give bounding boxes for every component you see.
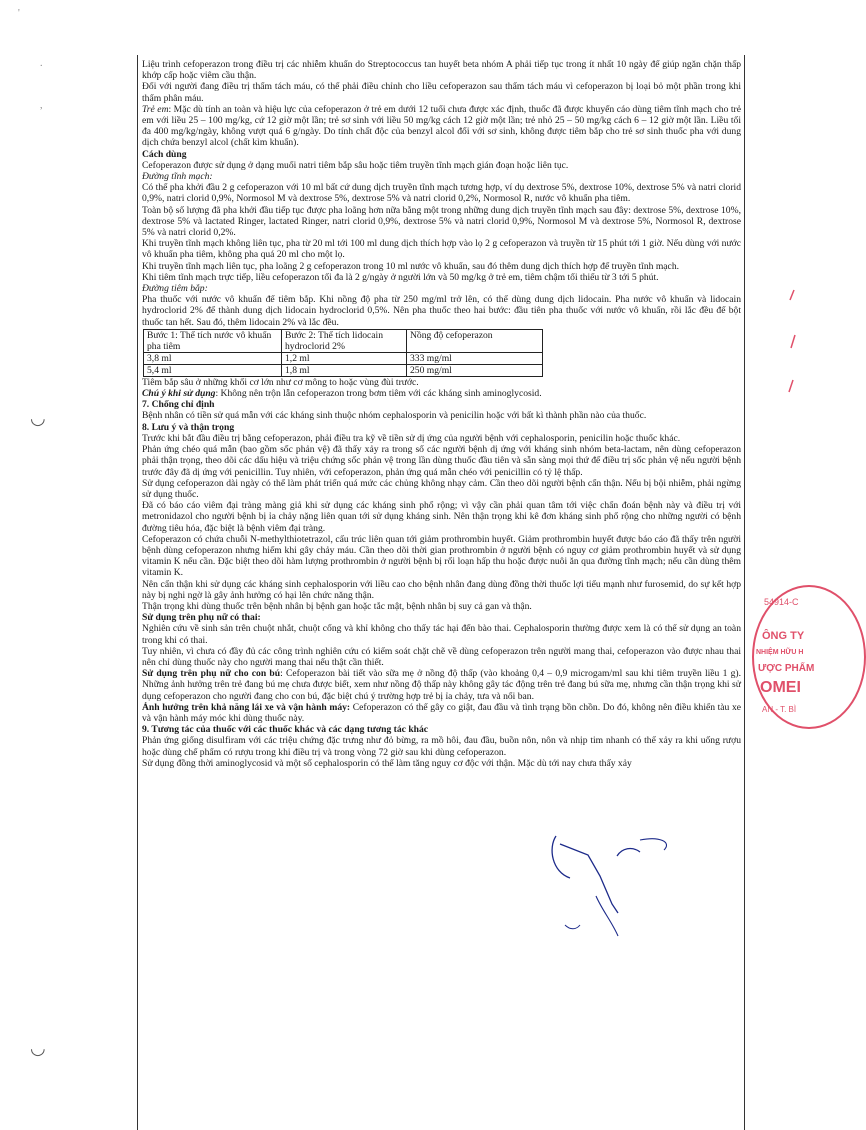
driving-label: Ảnh hưởng trên khả năng lái xe và vận hành máy:	[142, 701, 351, 713]
im-after: Tiêm bắp sâu ở những khối cơ lớn như cơ mông to hoặc vùng đùi trước.	[142, 376, 419, 388]
margin-hole-mark: ◡	[30, 408, 46, 429]
section-9-heading: 9. Tương tác của thuốc với các thuốc khác và các dạng tương tác khác	[142, 724, 429, 736]
pregnancy-heading: Sử dụng trên phụ nữ có thai:	[142, 612, 261, 624]
im-heading: Đường tiêm bắp:	[142, 283, 208, 295]
scan-speck: '	[18, 8, 20, 19]
im-paragraph: Pha thuốc với nước vô khuẩn để tiêm bắp. Khi nồng độ pha từ 250 mg/ml trở lên, có thể dùng dung dịch lidocain. Pha nước vô khuẩn và lidocain hydroclorid 2% để thành dung dịch lidocain hydroclorid 0,5%. Nên pha thuốc theo hai bước: đầu tiên pha thuốc với nước vô khuẩn, rồi lắc đều để bột thuốc tan hết. Sau đó, thêm lidocain 2% và lắc đều.	[142, 294, 741, 328]
driving-text: Cefoperazon có thể gây co giật, đau đầu và tình trạng bồn chồn. Do đó, không nên điều khiển tàu xe và vận hành máy móc khi dùng thuốc này.	[142, 701, 741, 724]
intro-paragraph: Liệu trình cefoperazon trong điều trị các nhiễm khuẩn do Streptococcus tan huyết beta nhóm A phải tiếp tục trong ít nhất 10 ngày để giúp ngăn chặn thấp khớp cấp hoặc viêm cầu thận.	[142, 59, 741, 82]
section-8-paragraph: Thận trọng khi dùng thuốc trên bệnh nhân bị bệnh gan hoặc tắc mật, bệnh nhân bị suy cả gan và thận.	[142, 600, 532, 612]
scan-speck: .	[40, 58, 43, 69]
table-header-cell: Bước 2: Thể tích lidocain hydroclorid 2%	[282, 329, 407, 352]
stamp-line: OMEI	[760, 679, 801, 696]
table-header-cell: Nồng độ cefoperazon	[407, 329, 543, 352]
section-8-paragraph: Sử dụng cefoperazon dài ngày có thể làm phát triển quá mức các chủng không nhạy cảm. Cần theo dõi người bệnh cẩn thận. Nếu bị bội nhiễm, phải ngừng sử dụng thuốc.	[142, 477, 741, 500]
usage-intro: Cefoperazon được sử dụng ở dạng muối natri tiêm bắp sâu hoặc tiêm truyền tĩnh mạch gián đoạn hoặc liên tục.	[142, 159, 569, 171]
iv-paragraph: Khi truyền tĩnh mạch không liên tục, pha từ 20 ml tới 100 ml dung dịch thích hợp vào lọ 2 g cefoperazon và truyền từ 15 phút tới 1 giờ. Nếu dùng với nước vô khuẩn pha tiêm, không pha quá 20 ml cho một lọ.	[142, 238, 741, 261]
stamp-edge-mark	[789, 290, 795, 392]
lactation-label: Sử dụng trên phụ nữ cho con bú	[142, 668, 281, 680]
pregnancy-paragraph: Nghiên cứu về sinh sản trên chuột nhắt, chuột cống và khỉ không cho thấy tác hại đến bào thai. Cephalosporin thường được xem là có thể sử dụng an toàn trong khi có thai.	[142, 623, 741, 646]
lactation-text: : Cefoperazon bài tiết vào sữa mẹ ở nồng độ thấp (vào khoảng 0,4 – 0,9 microgam/ml sau khi tiêm truyền liều 1 g). Những ảnh hưởng trên trẻ đang bú mẹ chưa được biết, xem như nồng độ thấp này không gây tác động trên trẻ đang bú sữa mẹ, nhưng cần thận trọng khi sử dụng cefoperazon cho người đang cho con bú, đặc biệt chú ý trường hợp trẻ bị ỉa chảy, tưa và nổi ban.	[142, 668, 741, 702]
iv-paragraph: Toàn bộ số lượng đã pha khởi đầu tiếp tục được pha loãng hơn nữa bằng một trong những dung dịch truyền tĩnh mạch sau đây: dextrose 5%, dextrose 10%, dextrose 5% và lactated Ringer, lactated Ringer, natri clorid 0,9%, dextrose 5% và natri clorid 0,9%, Normosol M và dextrose 5%, Normosol R, dextrose 5% và natri clorid 0,2%.	[142, 204, 741, 239]
company-stamp	[752, 585, 866, 729]
table-row	[144, 364, 543, 376]
section-9-paragraph: Phản ứng giống disulfiram với các triệu chứng đặc trưng như đỏ bừng, ra mồ hôi, đau đầu, buồn nôn, nôn và nhịp tim nhanh có thể xảy ra khi uống rượu hoặc dùng chế phẩm có rượu trong khi điều trị và trong vòng 72 giờ sau khi dùng cefoperazon.	[142, 735, 741, 758]
caution-label: Chú ý khi sử dụng	[142, 388, 216, 400]
usage-heading: Cách dùng	[142, 148, 187, 160]
stamp-number: 54914-C	[764, 597, 799, 607]
stamp-line: ƯỢC PHẨM	[758, 663, 815, 674]
table-cell: 333 mg/ml	[407, 352, 543, 364]
caution-note	[142, 388, 741, 399]
table-header-cell: Bước 1: Thể tích nước vô khuẩn pha tiêm	[144, 329, 282, 352]
section-7-text: Bệnh nhân có tiền sử quá mẫn với các kháng sinh thuộc nhóm cephalosporin và penicilin hoặc với bất kì thành phần nào của thuốc.	[142, 410, 647, 422]
stamp-line: NHIỆM HỮU H	[756, 649, 804, 656]
margin-hole-mark: ◡	[30, 1038, 46, 1059]
children-dosage	[142, 104, 741, 149]
table-cell: 3,8 ml	[144, 352, 282, 364]
stamp-line: ÔNG TY	[762, 630, 805, 642]
scan-speck: ,	[40, 100, 43, 111]
caution-text: : Không nên trộn lẫn cefoperazon trong bơm tiêm với các kháng sinh aminoglycosid.	[215, 388, 542, 400]
section-7-heading: 7. Chống chỉ định	[142, 399, 215, 411]
dilution-table	[143, 329, 543, 377]
stamp-line: AN - T. BÌ	[762, 705, 797, 714]
iv-paragraph: Khi tiêm tĩnh mạch trực tiếp, liều cefoperazon tối đa là 2 g/ngày ở người lớn và 50 mg/kg ở trẻ em, tiêm chậm tối thiểu từ 3 tới 5 phút.	[142, 271, 659, 283]
section-8-paragraph: Trước khi bắt đầu điều trị bằng cefoperazon, phải điều tra kỹ về tiền sử dị ứng của người bệnh với cephalosporin, penicilin hoặc thuốc khác.	[142, 432, 681, 444]
iv-paragraph: Khi truyền tĩnh mạch liên tục, pha loãng 2 g cefoperazon trong 10 ml nước vô khuẩn, sau đó thêm dung dịch thích hợp để truyền tĩnh mạch.	[142, 260, 680, 272]
table-cell: 1,8 ml	[282, 364, 407, 376]
children-label: Trẻ em	[142, 103, 169, 115]
iv-heading: Đường tĩnh mạch:	[142, 171, 213, 183]
section-8-paragraph: Nên cẩn thận khi sử dụng các kháng sinh cephalosporin với liều cao cho bệnh nhân đang dùng đồng thời thuốc lợi tiểu mạnh như furosemid, do sự kết hợp này bị nghi ngờ là gây ảnh hưởng có hại lên chức năng thận.	[142, 578, 741, 601]
intro-paragraph: Đối với người đang điều trị thẩm tách máu, có thể phải điều chỉnh cho liều cefoperazon sau thẩm tách máu vì cefoperazon bị loại bỏ một phần trong khi thẩm phân máu.	[142, 81, 741, 104]
section-8-paragraph: Cefoperazon có chứa chuỗi N-methylthiotetrazol, cấu trúc liên quan tới giảm prothrombin huyết. Giảm prothrombin huyết được báo cáo đã thấy trên người bệnh dùng cefoperazon nhưng hiếm khi gây chảy máu. Cần theo dõi thời gian prothrombin ở người bệnh có nguy cơ giảm prothrombin huyết và sử dụng vitamin K nếu cần. Đặc biệt theo dõi hàm lượng prothrombin ở người bệnh bị rối loạn hấp thu hoặc được nuôi ăn qua đường tĩnh mạch; nếu cần dùng thêm vitamin K.	[142, 533, 741, 579]
table-cell: 250 mg/ml	[407, 364, 543, 376]
section-8-paragraph: Phản ứng chéo quá mẫn (bao gồm sốc phản vệ) đã thấy xảy ra trong số các người bệnh dị ứng với kháng sinh nhóm beta-lactam, nên dùng cefoperazon phải thận trọng, theo dõi các dấu hiệu và triệu chứng sốc phản vệ trong lần dùng thuốc đầu tiên và sẵn sàng mọi thứ để điều trị sốc phản vệ nếu người bệnh trước đây đã dị ứng với penicillin. Tuy nhiên, với cefoperazon, phản ứng quá mẫn chéo với penicillin có tỷ lệ thấp.	[142, 444, 741, 478]
lactation-paragraph	[142, 668, 741, 702]
section-9-paragraph: Sử dụng đồng thời aminoglycosid và một số cephalosporin có thể làm tăng nguy cơ độc với thận. Mặc dù tới nay chưa thấy xảy	[142, 757, 632, 769]
section-8-heading: 8. Lưu ý và thận trọng	[142, 421, 235, 433]
section-8-paragraph: Đã có báo cáo viêm đại tràng màng giả khi sử dụng các kháng sinh phổ rộng; vì vậy cần phải quan tâm tới việc chẩn đoán bệnh này và điều trị với metronidazol cho người bệnh bị ỉa chảy nặng liên quan tới sử dụng kháng sinh. Nên thận trọng khi kê đơn kháng sinh phổ rộng cho những người có bệnh đường tiêu hóa, đặc biệt là bệnh viêm đại tràng.	[142, 500, 741, 534]
leaflet-page	[137, 55, 745, 1130]
driving-paragraph	[142, 702, 741, 724]
pregnancy-paragraph: Tuy nhiên, vì chưa có đầy đủ các công trình nghiên cứu có kiểm soát chặt chẽ về dùng cefoperazon trên người mang thai, cefoperazon vào được nhau thai nên chỉ dùng thuốc này cho người mang thai nếu thật cần thiết.	[142, 645, 741, 668]
table-header-row	[144, 329, 543, 352]
table-cell: 1,2 ml	[282, 352, 407, 364]
table-cell: 5,4 ml	[144, 364, 282, 376]
iv-paragraph: Có thể pha khởi đầu 2 g cefoperazon với 10 ml bất cứ dung dịch truyền tĩnh mạch tương hợp, ví dụ dextrose 5%, dextrose 10%, dextrose 5% và natri clorid 0,9%, natri clorid 0,9%, Normosol M và dextrose 5%, dextrose 5% và natri clorid 0,2%, Normosol R, nước vô khuẩn pha tiêm.	[142, 182, 741, 205]
children-text: : Mặc dù tính an toàn và hiệu lực của cefoperazon ở trẻ em dưới 12 tuổi chưa được xác định, thuốc đã được khuyến cáo dùng tiêm tĩnh mạch cho trẻ em với liều 25 – 100 mg/kg, cứ 12 giờ một lần; trẻ sơ sinh với liều 50 mg/kg cách 12 giờ một lần; trẻ nhỏ 25 – 50 mg/kg cách 6 – 12 giờ một lần. Liều tối đa 400 mg/kg/ngày, không vượt quá 6 g/ngày. Do tính chất độc của benzyl alcol đối với sơ sinh, không được tiêm bắp cho trẻ sơ sinh thuốc pha với dung dịch chứa benzyl alcol (chất kìm khuẩn).	[142, 103, 741, 149]
table-row	[144, 352, 543, 364]
